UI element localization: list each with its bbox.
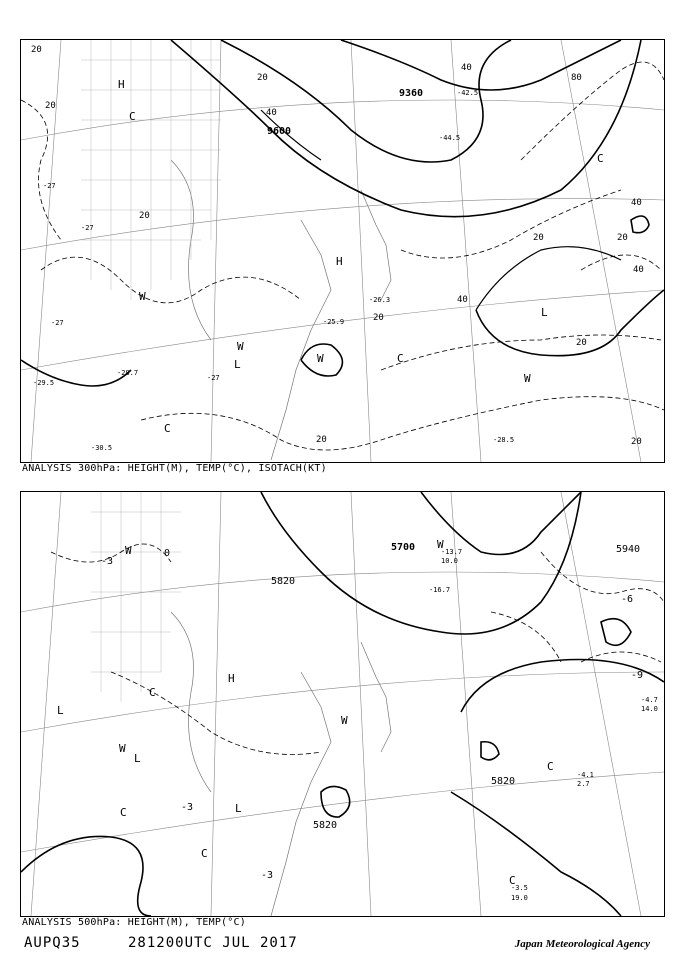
temp-contour-label: -9	[631, 670, 644, 681]
temp-sample: -30.5	[91, 444, 113, 452]
system-cold: C	[597, 152, 604, 165]
system-high: H	[336, 255, 343, 268]
isotach-label: 20	[316, 435, 327, 445]
height-contours-500	[21, 492, 664, 916]
system-low: L	[235, 802, 242, 815]
chart-code: AUPQ35	[24, 935, 81, 951]
map-300hpa-canvas	[21, 40, 664, 462]
temp-sample: -44.5	[439, 134, 461, 142]
coastline	[171, 612, 391, 916]
system-warm: W	[119, 742, 126, 755]
isotach-label: 40	[633, 265, 644, 275]
system-cold: C	[547, 760, 554, 773]
caption-300hpa: ANALYSIS 300hPa: HEIGHT(M), TEMP(°C), ISOTACH(KT)	[22, 463, 327, 474]
temp-sample: -28.7	[117, 369, 139, 377]
temp-sample: -27	[43, 182, 56, 190]
system-cold: C	[120, 806, 127, 819]
graticule	[21, 492, 664, 916]
temp-sample: 14.0	[641, 705, 658, 713]
system-warm: W	[317, 352, 324, 365]
temp-sample: -27	[51, 319, 64, 327]
temp-sample: -29.5	[33, 379, 55, 387]
isotach-label: 20	[631, 437, 642, 447]
isotach-label: 40	[631, 198, 642, 208]
temp-sample: -28.5	[493, 436, 515, 444]
system-cold: C	[149, 686, 156, 699]
analysis-300hpa-map	[20, 39, 665, 463]
system-cold: C	[164, 422, 171, 435]
temp-contour-label: -6	[621, 594, 634, 605]
isotach-label: 20	[533, 233, 544, 243]
system-warm: W	[341, 714, 348, 727]
system-high: H	[228, 672, 235, 685]
temp-contour-label: -3	[181, 802, 194, 813]
analysis-datetime: 281200UTC JUL 2017	[128, 935, 298, 951]
temp-contour-label: -3	[261, 870, 274, 881]
temp-sample: 19.0	[511, 894, 528, 902]
system-cold: C	[201, 847, 208, 860]
isotach-label: 20	[617, 233, 628, 243]
system-warm: W	[437, 538, 444, 551]
height-label: 9360	[399, 88, 424, 99]
system-low: L	[57, 704, 64, 717]
isotach-label: 20	[45, 101, 56, 111]
map-500hpa-canvas	[21, 492, 664, 916]
isotach-label: 20	[576, 338, 587, 348]
thermal-hatching	[91, 492, 181, 702]
system-cold: C	[129, 110, 136, 123]
isotach-label: 20	[31, 45, 42, 55]
height-label: 5700	[391, 542, 416, 553]
graticule	[21, 40, 664, 462]
jet-hatching	[81, 40, 221, 300]
height-label: 9600	[267, 126, 292, 137]
system-low: L	[541, 306, 548, 319]
isotach-label: 40	[266, 108, 277, 118]
isotach-label: 40	[457, 295, 468, 305]
temp-sample: -13.7	[441, 548, 463, 556]
height-label: 5820	[491, 776, 516, 787]
map300-labels	[31, 45, 644, 452]
isotach-label: 20	[257, 73, 268, 83]
system-cold: C	[397, 352, 404, 365]
temp-sample: -26.3	[369, 296, 391, 304]
system-low: L	[134, 752, 141, 765]
temp-sample: 10.0	[441, 557, 458, 565]
agency-name: Japan Meteorological Agency	[514, 938, 650, 950]
system-high: H	[118, 78, 125, 91]
coastline	[171, 160, 391, 460]
height-label: 5820	[313, 820, 338, 831]
isotach-label: 40	[461, 63, 472, 73]
analysis-500hpa-map	[20, 491, 665, 917]
temp-contour-label: 0	[164, 548, 171, 559]
temp-sample: -42.5	[457, 89, 479, 97]
caption-500hpa: ANALYSIS 500hPa: HEIGHT(M), TEMP(°C)	[22, 917, 246, 928]
system-warm: W	[524, 372, 531, 385]
temp-sample: 2.7	[577, 780, 590, 788]
temp-sample: -27	[207, 374, 220, 382]
temp-sample: -27	[81, 224, 94, 232]
system-warm: W	[139, 290, 146, 303]
height-label: 5820	[271, 576, 296, 587]
temp-sample: -4.7	[641, 696, 658, 704]
height-label: 5940	[616, 544, 641, 555]
temp-sample: -16.7	[429, 586, 451, 594]
map500-labels	[57, 538, 658, 902]
system-low: L	[234, 358, 241, 371]
height-contours-300	[21, 40, 664, 386]
temp-sample: -25.9	[323, 318, 345, 326]
system-warm: W	[125, 544, 132, 557]
temp-contour-label: -3	[101, 556, 114, 567]
isotach-label: 20	[373, 313, 384, 323]
system-warm: W	[237, 340, 244, 353]
temp-sample: -4.1	[577, 771, 594, 779]
isotach-label: 80	[571, 73, 582, 83]
temp-sample: -3.5	[511, 884, 528, 892]
isotach-label: 20	[139, 211, 150, 221]
system-cold: C	[509, 874, 516, 887]
